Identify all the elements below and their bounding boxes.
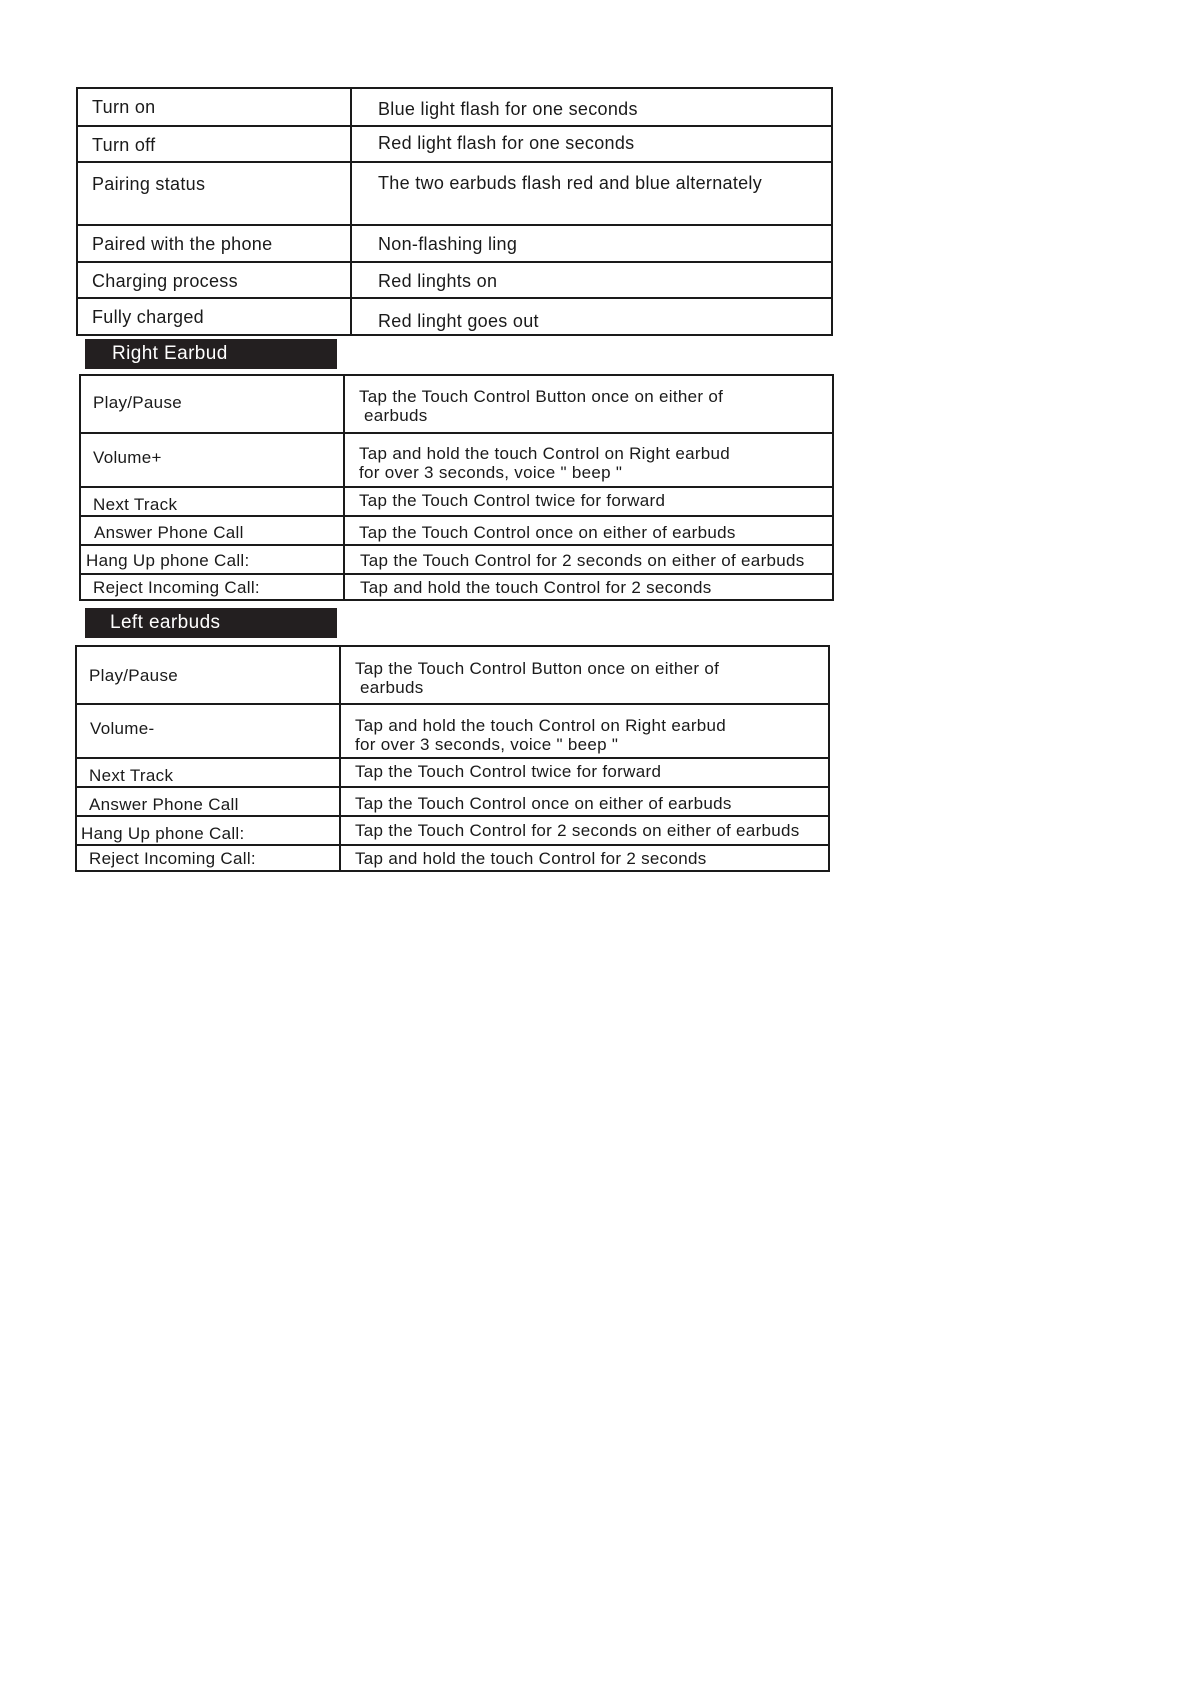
status-label: Turn off (77, 126, 351, 162)
table-row (77, 298, 832, 335)
table-row (77, 262, 832, 298)
control-description: Tap the Touch Control once on either of earbuds (344, 516, 833, 545)
control-label: Volume+ (80, 433, 344, 487)
status-label: Paired with the phone (77, 225, 351, 262)
table-row (77, 88, 832, 126)
control-description: Tap the Touch Control for 2 seconds on either of earbuds (340, 816, 829, 845)
control-description (340, 646, 829, 704)
status-description: Red light flash for one seconds (351, 126, 832, 162)
table-row (80, 433, 833, 487)
control-label: Reject Incoming Call: (76, 845, 340, 871)
control-description: Tap the Touch Control twice for forward (344, 487, 833, 516)
control-description-line: Tap the Touch Control Button once on either of (355, 659, 720, 678)
control-description-line: Tap and hold the touch Control on Right earbud (359, 444, 731, 463)
control-description-line: for over 3 seconds, voice " beep " (359, 463, 623, 482)
left-earbud-heading: Left earbuds (85, 608, 337, 638)
control-description-line: Tap and hold the touch Control on Right earbud (355, 716, 727, 735)
control-description: Tap and hold the touch Control for 2 seconds (344, 574, 833, 600)
table-row (76, 816, 829, 845)
light-status-table (76, 87, 833, 336)
control-description (344, 433, 833, 487)
control-description-line: earbuds (355, 678, 424, 697)
control-description: Tap and hold the touch Control for 2 seconds (340, 845, 829, 871)
status-description: Red linghts on (351, 262, 832, 298)
status-description: Blue light flash for one seconds (351, 88, 832, 126)
control-label: Answer Phone Call (76, 787, 340, 816)
table-row (80, 545, 833, 574)
table-row (76, 758, 829, 787)
right-earbud-table (79, 374, 834, 601)
table-row (80, 516, 833, 545)
status-description: The two earbuds flash red and blue alternately (351, 162, 832, 225)
table-row (76, 646, 829, 704)
control-description-line: for over 3 seconds, voice " beep " (355, 735, 619, 754)
control-label: Answer Phone Call (80, 516, 344, 545)
control-label: Play/Pause (80, 375, 344, 433)
status-label: Charging process (77, 262, 351, 298)
control-label: Volume- (76, 704, 340, 758)
status-description: Red linght goes out (351, 298, 832, 335)
left-earbud-table (75, 645, 830, 872)
table-row (80, 375, 833, 433)
control-label: Next Track (76, 758, 340, 787)
control-label: Hang Up phone Call: (76, 816, 340, 845)
table-row (76, 845, 829, 871)
control-description (340, 704, 829, 758)
control-description: Tap the Touch Control for 2 seconds on either of earbuds (344, 545, 833, 574)
status-description: Non-flashing ling (351, 225, 832, 262)
status-label: Turn on (77, 88, 351, 126)
status-label: Pairing status (77, 162, 351, 225)
table-row (77, 126, 832, 162)
table-row (76, 787, 829, 816)
table-row (77, 225, 832, 262)
control-label: Hang Up phone Call: (80, 545, 344, 574)
right-earbud-heading: Right Earbud (85, 339, 337, 369)
table-row (80, 487, 833, 516)
table-row (80, 574, 833, 600)
table-row (76, 704, 829, 758)
status-label: Fully charged (77, 298, 351, 335)
table-row (77, 162, 832, 225)
control-description (344, 375, 833, 433)
control-label: Next Track (80, 487, 344, 516)
control-description-line: Tap the Touch Control Button once on either of (359, 387, 724, 406)
control-description: Tap the Touch Control once on either of earbuds (340, 787, 829, 816)
control-label: Play/Pause (76, 646, 340, 704)
control-description-line: earbuds (359, 406, 428, 425)
control-label: Reject Incoming Call: (80, 574, 344, 600)
control-description: Tap the Touch Control twice for forward (340, 758, 829, 787)
